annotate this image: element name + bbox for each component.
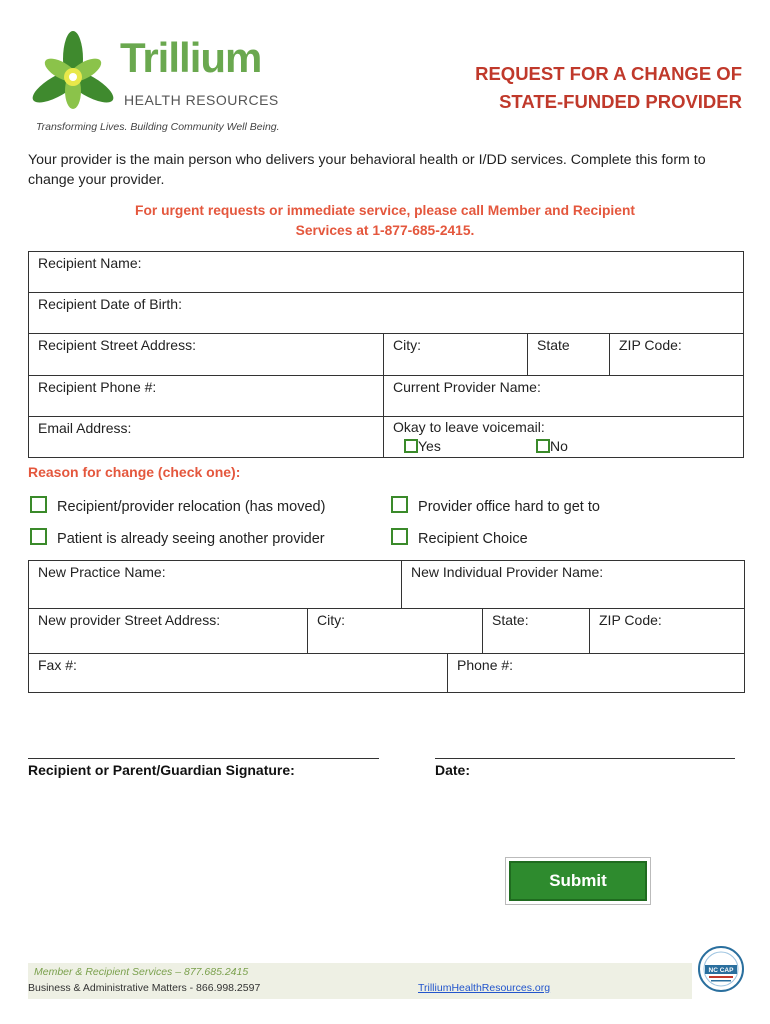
reason-seeing-another-label: Patient is already seeing another provider [57, 531, 325, 547]
new-individual-provider-label: New Individual Provider Name: [411, 564, 604, 580]
form-title-line1: REQUEST FOR A CHANGE OF [475, 63, 742, 84]
reason-hard-to-get-to-label: Provider office hard to get to [418, 499, 600, 515]
footer-business: Business & Administrative Matters - 866.998.2597 [28, 982, 261, 994]
voicemail-no-label: No [550, 438, 568, 454]
reason-seeing-another-checkbox[interactable] [30, 528, 47, 545]
voicemail-label: Okay to leave voicemail: [393, 419, 545, 435]
reason-option-relocation[interactable] [30, 496, 325, 515]
seal-text: NC CAP [708, 967, 734, 974]
recipient-street-label: Recipient Street Address: [38, 337, 196, 353]
voicemail-cell [383, 416, 744, 458]
voicemail-no-checkbox[interactable] [536, 439, 550, 453]
recipient-street-field[interactable] [28, 333, 384, 376]
intro-text: Your provider is the main person who delivers your behavioral health or I/DD services. Complete this form to change your provider. [28, 152, 706, 188]
recipient-phone-label: Recipient Phone #: [38, 379, 157, 395]
voicemail-yes-checkbox[interactable] [404, 439, 418, 453]
reason-option-seeing-another[interactable] [30, 528, 325, 547]
recipient-name-field[interactable] [28, 251, 744, 293]
recipient-state-label: State [537, 337, 570, 353]
reason-recipient-choice-label: Recipient Choice [418, 531, 528, 547]
new-provider-fax-label: Fax #: [38, 657, 77, 673]
reason-relocation-label: Recipient/provider relocation (has moved) [57, 499, 326, 515]
voicemail-yes-option[interactable] [404, 438, 441, 454]
new-provider-zip-field[interactable] [589, 608, 745, 654]
recipient-phone-field[interactable] [28, 375, 384, 417]
form-title-line2: STATE-FUNDED PROVIDER [499, 91, 742, 112]
recipient-dob-field[interactable] [28, 292, 744, 334]
date-label: Date: [435, 762, 471, 778]
reason-recipient-choice-checkbox[interactable] [391, 528, 408, 545]
recipient-dob-label: Recipient Date of Birth: [38, 296, 182, 312]
new-individual-provider-field[interactable] [401, 560, 745, 609]
current-provider-label: Current Provider Name: [393, 379, 541, 395]
signature-line[interactable] [28, 758, 379, 759]
email-field[interactable] [28, 416, 384, 458]
new-provider-fax-field[interactable] [28, 653, 448, 693]
form-title [475, 60, 742, 116]
urgent-line2: Services at 1-877-685-2415. [295, 223, 475, 238]
new-provider-city-label: City: [317, 612, 345, 628]
submit-button-frame [505, 857, 651, 905]
reason-relocation-checkbox[interactable] [30, 496, 47, 513]
current-provider-field[interactable] [383, 375, 744, 417]
voicemail-no-option[interactable] [536, 438, 568, 454]
reason-hard-to-get-to-checkbox[interactable] [391, 496, 408, 513]
new-provider-state-label: State: [492, 612, 529, 628]
signature-label: Recipient or Parent/Guardian Signature: [28, 762, 295, 778]
new-provider-zip-label: ZIP Code: [599, 612, 662, 628]
recipient-city-label: City: [393, 337, 421, 353]
brand-name: Trillium [120, 34, 262, 81]
footer-member-services: Member & Recipient Services – 877.685.2415 [34, 966, 249, 978]
submit-button[interactable]: Submit [509, 861, 647, 901]
recipient-name-label: Recipient Name: [38, 255, 142, 271]
date-line[interactable] [435, 758, 735, 759]
email-label: Email Address: [38, 420, 132, 436]
new-practice-field[interactable] [28, 560, 402, 609]
new-provider-state-field[interactable] [482, 608, 590, 654]
footer-website-link[interactable]: TrilliumHealthResources.org [418, 982, 551, 994]
new-provider-phone-label: Phone #: [457, 657, 514, 673]
accreditation-seal-icon [697, 945, 745, 993]
brand-subtitle: HEALTH RESOURCES [124, 92, 279, 108]
footer-bar [28, 963, 692, 999]
voicemail-yes-label: Yes [418, 438, 441, 454]
new-provider-street-field[interactable] [28, 608, 308, 654]
recipient-state-field[interactable] [527, 333, 610, 376]
new-provider-phone-field[interactable] [447, 653, 745, 693]
recipient-zip-field[interactable] [609, 333, 744, 376]
new-provider-city-field[interactable] [307, 608, 483, 654]
new-practice-label: New Practice Name: [38, 564, 166, 580]
urgent-notice [28, 201, 742, 241]
reason-option-recipient-choice[interactable] [391, 528, 528, 547]
brand-tagline: Transforming Lives. Building Community Well Being. [36, 121, 280, 133]
new-provider-street-label: New provider Street Address: [38, 612, 221, 628]
urgent-line1: For urgent requests or immediate service, please call Member and Recipient [135, 203, 635, 218]
recipient-zip-label: ZIP Code: [619, 337, 682, 353]
reason-heading: Reason for change (check one): [28, 464, 241, 480]
recipient-city-field[interactable] [383, 333, 528, 376]
reason-option-hard-to-get-to[interactable] [391, 496, 600, 515]
